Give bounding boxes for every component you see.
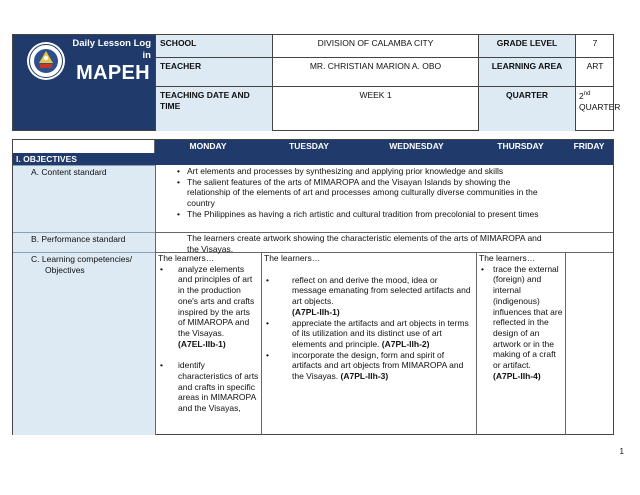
midweek-intro: The learners… [264,253,321,263]
day-header-wednesday: WEDNESDAY [357,140,476,153]
monday-objective-text: analyze elements and principles of art in the production one's arts and crafts inspired by the arts of MIMAROPA and the Visayas. [178,263,255,338]
grid-divider [565,252,566,435]
teaching-date-value: WEEK 1 [272,86,478,131]
teacher-value: MR. CHRISTIAN MARION A. OBO [272,57,478,86]
grade-level-value: 7 [575,34,614,57]
midweek-objective-code: (A7PL-IIh-2) [381,338,430,349]
midweek-objective [264,350,473,382]
day-header-row [13,140,613,153]
performance-standard-label: B. Performance standard [31,234,126,244]
midweek-objective-code: (A7PL-IIh-1) [292,306,340,317]
content-standard-item: • Art elements and processes by synthesizing and applying prior knowledge and skills [175,166,541,177]
day-header-tuesday: TUESDAY [261,140,357,153]
learning-area-label: LEARNING AREA [478,57,575,86]
content-standard-item: • The Philippines as having a rich artistic and cultural tradition from precolonial to present times [175,209,541,220]
monday-objective [158,264,259,350]
spacer [158,349,259,360]
midweek-objective-text: reflect on and derive the mood, idea or message emanating from selected artifacts and art objects. [292,274,471,307]
midweek-objective-code: (A7PL-IIh-3) [340,371,389,382]
teaching-date-label: TEACHING DATE AND TIME [155,86,272,131]
midweek-objective-text: appreciate the artifacts and art objects in terms of its utilization and its distinct use of art elements and principle. [292,317,469,349]
content-standard-item: • The salient features of the arts of MIMAROPA and the Visayan Islands by showing the relationship of the elements of art and processes among culturally diverse communities in the country [175,177,541,209]
midweek-objective [264,275,473,318]
day-header-blank [13,140,155,153]
school-label: SCHOOL [155,34,272,57]
quarter-number: 2 [579,90,584,101]
lesson-header [12,34,621,131]
monday-objective-code: (A7EL-IIb-1) [178,338,226,349]
midweek-objective [264,318,473,350]
monday-competencies [158,253,259,414]
quarter-suffix: nd [583,91,591,97]
quarter-value [575,86,621,131]
content-standard-list [175,166,541,220]
quarter-word: QUARTER [579,101,621,112]
competencies-label-cell [13,252,155,435]
thursday-objective [479,264,563,382]
thursday-objective-code: (A7PL-IIh-4) [493,370,541,381]
monday-objective-text: identify characteristics of arts and crafts in specific areas in MIMAROPA and the Visayas, [178,360,259,414]
quarter-label: QUARTER [478,86,575,131]
grid-divider [261,252,262,435]
doc-type: Daily Lesson Log in [72,38,151,61]
competencies-label-line2: Objectives [45,264,85,275]
content-standard-label: A. Content standard [31,167,107,177]
thursday-competencies [479,253,563,381]
objectives-section-bar: I. OBJECTIVES [13,153,613,165]
learning-area-value: ART [575,57,614,86]
monday-objective [158,360,259,414]
midweek-objective-text: incorporate the design, form and spirit of artifacts and art objects from MIMAROPA and the Visayas. [292,349,464,382]
grid-divider [476,252,477,435]
deped-seal-icon [26,41,66,81]
grade-level-label: GRADE LEVEL [478,34,575,57]
subject-title: MAPEH [76,62,150,84]
content-standard-label-cell [13,165,155,232]
brand-panel [13,35,155,130]
monday-intro: The learners… [158,253,215,263]
teacher-label: TEACHER [155,57,272,86]
school-value: DIVISION OF CALAMBA CITY [272,34,478,57]
performance-standard-text: The learners create artwork showing the characteristic elements of the arts of MIMAROPA and the Visayas. [187,233,542,254]
midweek-competencies [264,253,473,382]
day-header-thursday: THURSDAY [476,140,565,153]
day-header-monday: MONDAY [155,140,261,153]
page-number: 1 [619,447,624,456]
objectives-table [12,139,614,435]
competencies-label-line1: C. Learning competencies/ [31,254,133,264]
performance-standard-label-cell [13,232,155,252]
thursday-objective-text: trace the external (foreign) and internal (indigenous) influences that are reflected in the design of an artwork or in the making of a craft or artifact. [493,263,563,371]
day-header-friday: FRIDAY [565,140,613,153]
thursday-intro: The learners… [479,253,536,263]
grid-divider [155,165,156,435]
spacer [264,264,473,275]
